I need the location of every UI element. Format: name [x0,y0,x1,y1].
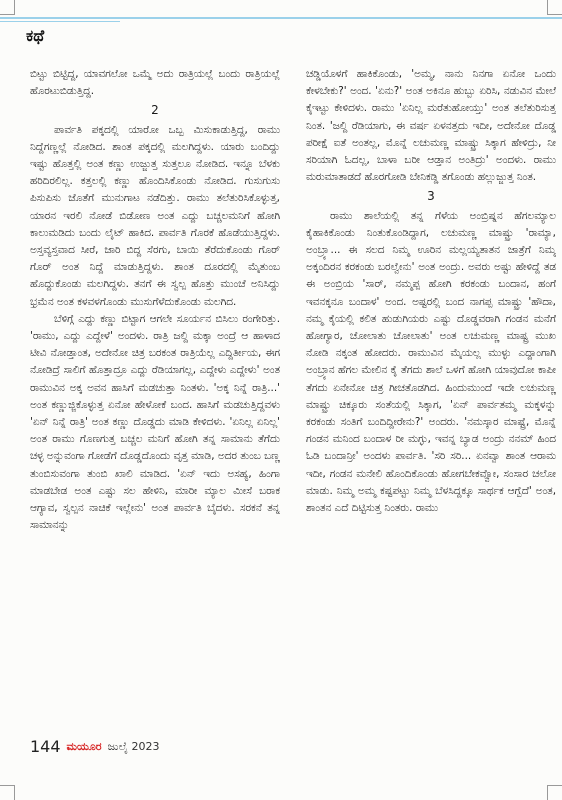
section-number: 3 [427,189,435,204]
paragraph: ಬೆಳಿಗ್ಗೆ ಎದ್ದು ಕಣ್ಣು ಬಿಟ್ಟಾಗ ಆಗಲೇ ಸೂರ್ಯನ ಬಿಸಿಲು ರಂಗೇರಿತ್ತು. 'ರಾಮು, ಎದ್ದು ಎದ್ದೇಳೆ' ಅಂದಳು. ರಾತ್ರಿ ಜಲ್ದಿ ಮಕ್ಕಾ ಅಂದ್ರೆ ಆ ಹಾಳಾದ ಟೀವಿ ನೋಡ್ತಾಂತ, ಅದೇನೋ ಚಿತ್ರ ಬರಕಂತ ರಾತ್ರಿಯೆಲ್ಲ ಎದ್ದಿರ್ತೀಯ, ಈಗ ನೋಡಿದ್ರೆ ಸಾಲಿಗೆ ಹೊತ್ತಾದ್ರೂ ಎದ್ದು ರೆಡಿಯಾಗಲ್ಲ, ಎದ್ದೇಳು ಎದ್ದೇಳು' ಅಂತ ರಾಮುವಿನ ಅಕ್ಕ ಅವನ ಹಾಸಿಗೆ ಮಡಚುತ್ತಾ ನಿಂತಳು. 'ಅಕ್ಕ ನಿನ್ನೆ ರಾತ್ರಿ...' ಅಂತ ಕಣ್ಣುಜ್ಜಿಕೊಳ್ಳುತ್ತ ಏನೋ ಹೇಳೋಕೆ ಬಂದ. ಹಾಸಿಗೆ ಮಡಚುತ್ತಿದ್ದವಳು 'ಏನ್ ನಿನ್ನೆ ರಾತ್ರಿ' ಅಂತ ಕಣ್ಣು ದೊಡ್ಡದು ಮಾಡಿ ಕೇಳಿದಳು. 'ಏನಿಲ್ಲ ಏನಿಲ್ಲ' ಅಂತ ರಾಮು ಗೊಣಗುತ್ತ ಬಚ್ಚಲ ಮನಿಗೆ ಹೋಗಿ ತನ್ನ ಸಾಮಾನು ತೆಗೆದು ಚಳ್ಳ ಅನ್ನುವಂಗಾ ಗೋಡೆಗೆ ದೊಡ್ಡದೊಂದು ವೃತ್ತ ಮಾಡಿ, ಅದರ ತುಂಬ ಬಣ್ಣ ತುಂಬಿಸುವಂಗಾ ತುಂಬಿ ಖಾಲಿ ಮಾಡಿದ. 'ಏನ್ ಇದು ಅಸಹ್ಯ, ಹಿಂಗಾ ಮಾಡಬೇಡ ಅಂತ ಎಷ್ಟು ಸಲ ಹೇಳಿನಿ, ಮಾರೀ ಮ್ಯಾಲ ಮೀಸೆ ಬರಾಕ ಆಗ್ಯಾವ, ಸ್ವಲ್ಪನ ನಾಚಿಕೆ ಇಲ್ಲೇನು' ಅಂತ ಪಾರ್ವತಿ ಬೈದಳು. ಸರಕನೆ ತನ್ನ ಸಾಮಾನನ್ನು [30,312,280,532]
header-rule [0,17,562,19]
paragraph: ಚಡ್ಡಿಯೊಳಗೆ ಹಾಕಿಕೊಂಡು, 'ಅಮ್ಮ, ನಾನು ನಿನಗಾ ಏನೋ ಒಂದು ಕೇಳಬೇಕು?' ಅಂದ. 'ಏನು?' ಅಂತ ಅಕಿನೂ ಹುಬ್ಬು ಏರಿಸಿ, ನಡುವಿನ ಮೇಲೆ ಕೈಇಟ್ಟು ಕೇಳಿದಳು. ರಾಮು 'ಏನಿಲ್ಲ ಮರೆತುಹೋಯ್ತು' ಅಂತ ತಲೆತುರಿಸುತ್ತ ನಿಂತ. 'ಜಲ್ದಿ ರೆಡಿಯಾಗು, ಈ ವರ್ಷ ಏಳನತ್ತದು ಇದೀ, ಅದೇನೋ ದೊಡ್ಡ ಪರೀಕ್ಷೆ ಐತೆ ಅಂತಲ್ಲ, ಮೊನ್ನೆ ಲಚುಮಣ್ಣ ಮಾಷ್ಟ್ರು ಸಿಕ್ಕಾಗ ಹೇಳಿದ್ರು, ನೀ ಸರಿಯಾಗಿ ಓದಲ್ಲ, ಬಾಳಾ ಬರೀ ಆಡ್ತಾನ ಅಂತಿದ್ರು' ಅಂದಳು. ರಾಮು ಮರುಮಾತಾಡದೆ ಹೊರಗೋಡಿ ಬೇನಿಕಡ್ಡಿ ತಗೊಂಡು ಹಲ್ಲುಜ್ಜುತ್ತ ನಿಂತ. [306,68,556,184]
issue-date: ಜುಲೈ 2023 [107,739,160,753]
page-number: 144 [30,737,61,756]
paragraph: ಪಾರ್ವತಿ ಪಕ್ಕದಲ್ಲಿ ಯಾರೋ ಒಬ್ಬ ಮಿಸುಕಾಡುತ್ತಿದ್ದ, ರಾಮು ನಿದ್ದೆಗಣ್ಣಲ್ಲೆ ನೋಡಿದ. ಶಾಂತ ಪಕ್ಕದಲ್ಲಿ ಮಲಗಿದ್ದಳು. ಯಾರು ಬಂದಿದ್ದು ಇಷ್ಟು ಹೊತ್ತಲ್ಲಿ ಅಂತ ಕಣ್ಣು ಉಜ್ಜುತ್ತ ಸುತ್ತಲೂ ನೋಡಿದ. ಇನ್ನೂ ಬೆಳಕು ಹರಿದಿರಲಿಲ್ಲ. ಕತ್ತಲಲ್ಲಿ ಕಣ್ಣು ಹೊಂದಿಸಿಕೊಂಡು ನೋಡಿದ. ಗುಸುಗುಸು ಪಿಸುಪಿಸು ಜೊತೆಗೆ ಮುನುಗಾಟ ನಡೆದಿತ್ತು. ರಾಮು ತಲೆತುರಿಸಿಕೊಳ್ಳುತ್ತ, ಯಾರನ ಇರಲಿ ನೋಡೆ ಬಿಡೋಣ ಅಂತ ಎದ್ದು ಬಚ್ಚಲಮನಿಗೆ ಹೋಗಿ ಕಾಲುಮಡಿದು ಬಂದು ಲೈಟ್ ಹಾಕಿದ. ಪಾರ್ವತಿ ಗೊರಕೆ ಹೊಡೆಯುತ್ತಿದ್ದಳು. ಅಸ್ತವ್ಯಸ್ತವಾದ ಸೀರೆ, ಜಾರಿ ಬಿದ್ದ ಸೆರಗು, ಬಾಯಿ ತೆರೆದುಕೊಂಡು ಗೊರ್ ಗೊರ್ ಅಂತ ನಿದ್ದೆ ಮಾಡುತ್ತಿದ್ದಳು. ಶಾಂತ ದೂರದಲ್ಲಿ ಮೈತುಂಬ ಹೊದ್ದುಕೊಂಡು ಮಲಗಿದ್ದಳು. ತನಗೆ ಈ ಸ್ವಲ್ಪ ಹೊತ್ತು ಮುಂಚೆ ಅನಿಸಿದ್ದು ಭ್ರಮೆನ ಅಂತ ಕಳವಳಗೊಂಡು ಮುಸುಗೆಳೆದುಕೊಂಡು ಮಲಗಿದ. [30,123,280,308]
crop-mark-top-right [547,0,562,15]
paragraph: ಬಿಟ್ಟು ಬಿಟ್ಟಿದ್ದ, ಯಾವಗಲೋ ಒಮ್ಮೆ ಅದು ರಾತ್ರಿಯಲ್ಲೆ ಬಂದು ರಾತ್ರಿಯಲ್ಲೆ ಹೊರಟುಬಿಡುತ್ತಿದ್ದ. [30,68,280,98]
header-rule-accent [0,21,120,22]
magazine-logo: ಮಯೂರ [66,739,102,753]
crop-mark-bottom-left [0,785,15,800]
left-column [30,66,280,718]
section-title: ಕಥೆ [26,26,45,45]
paragraph: ರಾಮು ಶಾಲೆಯಲ್ಲಿ ತನ್ನ ಗೆಳೆಯ ಅಂಬ್ರಿಷ್ನನ ಹೆಗಲಮ್ಯಾಲ ಕೈಹಾಕಿಕೊಂಡು ನಿಂತುಕೊಂಡಿದ್ದಾಗ, ಲಚುಮಣ್ಣ ಮಾಷ್ಟ್ರು 'ರಾಮ್ಯಾ, ಅಂಬ್ರ್ಯಾ... ಈ ಸಲದ ನಿಮ್ಮ ಊರಿನ ಮಲ್ಲಯ್ಯತಾತನ ಜಾತ್ರೆಗೆ ನಿಮ್ಮ ಅಕ್ಕಂದಿರನ ಕರಕಂಡು ಬರಲ್ವೇನು' ಅಂತ ಅಂದ್ರು. ಅವರು ಅಷ್ಟು ಹೇಳಿದ್ದೆ ತಡ ಈ ಅಂಬ್ರಿಯ 'ಸಾರ್, ನಮ್ಮಪ್ಪ ಹೋಗಿ ಕರಕಂಡು ಬಂದಾನ, ಹಂಗೆ ಇವನಕ್ಕನೂ ಬಂದಾಳ' ಅಂದ. ಅಷ್ಟರಲ್ಲಿ ಬಂದ ನಾಗಪ್ಪ ಮಾಷ್ಟ್ರು 'ಹೌದಾ, ನಮ್ಮ ಕೈಯಲ್ಲಿ ಕಲಿತ ಹುಡುಗಿಯರು ಎಷ್ಟು ದೊಡ್ಡವರಾಗಿ ಗಂಡನ ಮನೆಗೆ ಹೋಗ್ಯಾರ, ಚೋಲಾತು ಚೋಲಾತು' ಅಂತ ಲಚುಮಣ್ಣ ಮಾಷ್ಟ್ರ ಮುಖ ನೋಡಿ ನಕ್ಕಂತ ಹೋದರು. ರಾಮುವಿನ ಮೈಯಲ್ಲ ಮುಳ್ಳು ಎದ್ದಾಂಗಾಗಿ ಅಂಬ್ರ್ಯಾನ ಹೆಗಲ ಮೇಲಿನ ಕೈ ತೆಗದು ಶಾಲೆ ಒಳಗೆ ಹೋಗಿ ಯಾವುದೋ ಕಾಪೀ ತೆಗದು ಏನೇನೋ ಚಿತ್ರ ಗೀಚತೊಡಗಿದ. ಹಿಂದುಮುಂದೆ ಇದೇ ಲಚುಮಣ್ಣ ಮಾಷ್ಟ್ರು ಚಿಕ್ಕೂರು ಸಂತೆಯಲ್ಲಿ ಸಿಕ್ಕಾಗ, 'ಏನ್ ಪಾರ್ವತಮ್ಮ ಮಕ್ಕಳನ್ನು ಕರಕಂಡು ಸಂತಿಗೆ ಬಂದಿದ್ದೀರೇನು?' ಅಂದರು. 'ನಮಸ್ಕಾರ ಮಾಷ್ಟ್ರೆ, ಮೊನ್ನೆ ಗಂಡನ ಮನಿಂದ ಬಂದಾಳ ರೀ ಮಗ್ಳು, ಇವನ್ನ ಬ್ಯಾಡ ಅಂದ್ರು ನನಮ್ ಹಿಂದ ಓಡಿ ಬಂದಾನ್ರೀ' ಅಂದಳು ಪಾರ್ವತಿ. 'ಸರಿ ಸರಿ... ಏನವ್ವಾ ಶಾಂತ ಆರಾಮ ಇದೀ, ಗಂಡನ ಮನೇಲಿ ಹೊಂದಿಕೊಂಡು ಹೋಗಬೇಕವ್ವೋ, ಸಂಸಾರ ಚಲೋ ಮಾಡು. ನಿಮ್ಮ ಅಮ್ಮ ಕಷ್ಟಪಟ್ಟು ನಿಮ್ಮ ಬೆಳಸಿದ್ದಕ್ಕೂ ಸಾರ್ಥಕ ಆಗ್ಬೆದೆ' ಅಂತ, ಶಾಂತನ ಎದೆ ದಿಟ್ಟಿಸುತ್ತ ನಿಂತರು. ರಾಮು [306,209,556,515]
crop-mark-bottom-right [547,785,562,800]
page-footer [30,737,159,756]
right-column [306,66,556,718]
crop-mark-top-left [0,0,15,15]
section-number: 2 [151,103,159,118]
